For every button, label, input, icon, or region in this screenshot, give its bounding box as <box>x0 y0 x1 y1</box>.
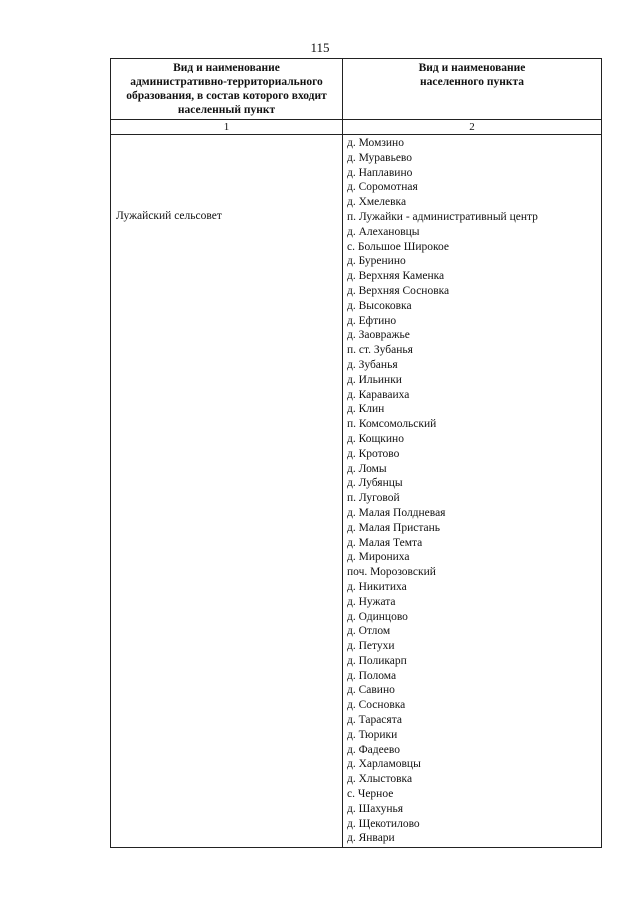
settlement-item: п. Луговой <box>347 492 400 505</box>
settlement-item: д. Алехановцы <box>347 225 420 238</box>
settlement-item: д. Харламовцы <box>347 758 421 771</box>
settlement-item: поч. Морозовский <box>347 566 436 579</box>
settlement-item: д. Малая Темта <box>347 536 423 549</box>
settlement-item: д. Верхняя Каменка <box>347 270 445 283</box>
settlement-item: д. Кротово <box>347 447 400 460</box>
header-left-line: образования, в состав которого входит <box>126 90 327 102</box>
header-right <box>343 61 601 119</box>
settlement-item: д. Высоковка <box>347 299 412 312</box>
settlement-item: д. Поликарп <box>347 654 407 667</box>
settlement-item: д. Ломы <box>347 462 387 475</box>
settlement-item: д. Никитиха <box>347 580 407 593</box>
settlement-item: д. Шахунья <box>347 802 404 815</box>
settlement-item: д. Отлом <box>347 625 391 638</box>
settlement-item: д. Щекотилово <box>347 817 420 830</box>
settlement-item: д. Кощкино <box>347 432 404 445</box>
settlement-item: д. Петухи <box>347 640 395 653</box>
settlement-item: д. Савино <box>347 684 395 697</box>
settlement-item: д. Полома <box>347 669 397 682</box>
settlement-item: д. Буренино <box>347 255 406 268</box>
settlement-item: д. Лубянцы <box>347 477 403 490</box>
column-number-2: 2 <box>469 121 475 133</box>
settlement-table <box>110 58 602 848</box>
column-number-1: 1 <box>223 121 230 133</box>
settlement-item: д. Нужата <box>347 595 396 608</box>
header-left-line: Вид и наименование <box>173 62 280 74</box>
settlement-item: д. Момзино <box>347 137 404 149</box>
settlement-item: д. Мирониха <box>347 551 410 564</box>
settlement-item: п. ст. Зубанья <box>347 344 413 357</box>
settlement-list <box>347 136 538 846</box>
settlement-item: д. Ефтино <box>347 314 397 327</box>
settlement-item: д. Клин <box>347 403 385 416</box>
settlement-item: п. Лужайки - административный центр <box>347 210 538 223</box>
page-number: 115 <box>310 40 330 55</box>
settlement-item: д. Верхняя Сосновка <box>347 284 450 297</box>
settlement-item: д. Соромотная <box>347 181 418 194</box>
settlement-item: д. Хлыстовка <box>347 773 413 786</box>
settlement-item: д. Малая Пристань <box>347 521 441 534</box>
header-left-line: административно-территориального <box>130 76 323 88</box>
settlement-item: д. Фадеево <box>347 743 400 756</box>
settlement-item: д. Сосновка <box>347 699 406 712</box>
settlement-item: д. Наплавино <box>347 166 413 179</box>
settlement-item: д. Хмелевка <box>347 196 407 209</box>
settlement-item: д. Январи <box>347 832 395 845</box>
settlement-item: п. Комсомольский <box>347 418 437 431</box>
header-right-line: Вид и наименование <box>418 62 526 74</box>
settlement-item: д. Караваиха <box>347 388 410 401</box>
settlement-item: д. Муравьево <box>347 151 413 164</box>
settlement-item: д. Малая Полдневая <box>347 506 446 519</box>
settlement-item: д. Зубанья <box>347 358 398 371</box>
district-name: Лужайский сельсовет <box>116 210 222 222</box>
settlement-item: с. Большое Широкое <box>347 240 450 253</box>
settlement-item: д. Тюрики <box>347 728 398 741</box>
settlement-item: д. Тарасята <box>347 714 402 727</box>
column-divider <box>342 59 343 847</box>
number-row-divider <box>111 134 601 135</box>
settlement-item: д. Заовражье <box>347 329 410 342</box>
header-left-line: населенный пункт <box>177 104 276 116</box>
settlement-item: д. Ильинки <box>347 373 402 386</box>
settlement-item: с. Черное <box>347 788 394 801</box>
header-right-line: населенного пункта <box>419 76 524 88</box>
header-left <box>111 61 342 119</box>
settlement-item: д. Одинцово <box>347 610 408 623</box>
